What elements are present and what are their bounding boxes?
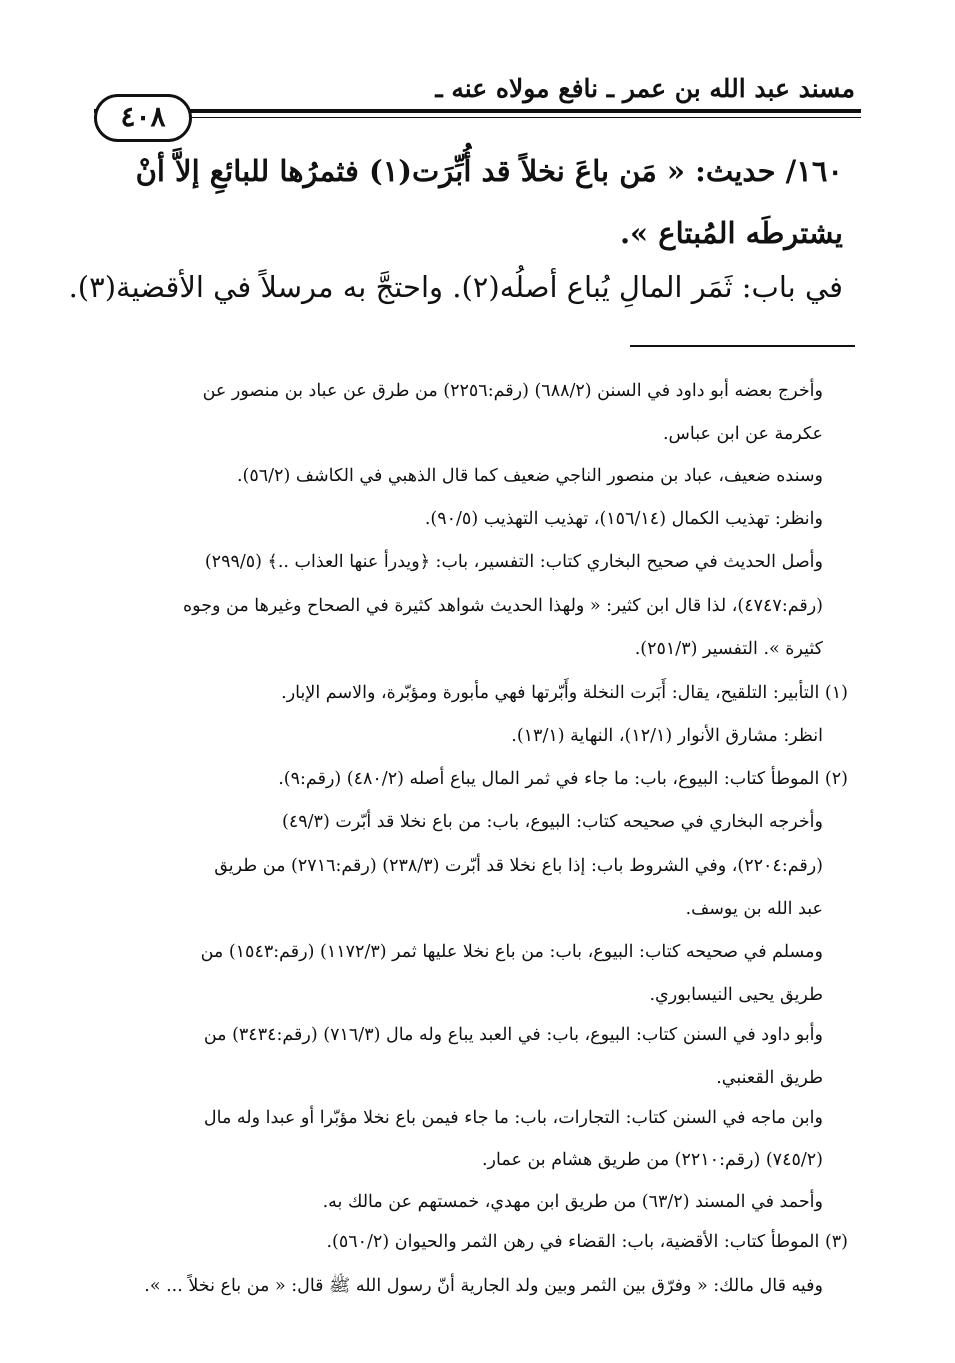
footnote-line: (رقم:٤٧٤٧)، لذا قال ابن كثير: « ولهذا الحديث شواهد كثيرة في الصحاح وغيرها من وجوه — [183, 596, 823, 616]
footnote-line: وابن ماجه في السنن كتاب: التجارات، باب: ما جاء فيمن باع نخلا مؤبّرا أو عبدا وله مال — [203, 1108, 823, 1128]
running-title: مسند عبد الله بن عمر ـ نافع مولاه عنه ـ — [435, 74, 855, 103]
hadith-heading — [103, 154, 843, 188]
footnote-line: طريق القعنبي. — [716, 1068, 823, 1088]
footnote-line: (٧٤٥/٢) (رقم:٢٢١٠) من طريق هشام بن عمار. — [481, 1150, 823, 1170]
footnote-line: وانظر: تهذيب الكمال (١٥٦/١٤)، تهذيب التهذيب (٩٠/٥). — [424, 509, 823, 529]
footnote-line: انظر: مشارق الأنوار (١٢/١)، النهاية (١٣/١). — [511, 726, 823, 746]
hadith-text-line1: « مَن باعَ نخلاً قد أُبِّرَت(١) فثمرُها للبائعِ إلاَّ أنْ — [135, 154, 686, 188]
footnote-separator — [630, 345, 855, 347]
hadith-text-line2: يشترطَه المُبتاع ». — [619, 216, 843, 250]
footnote-line: عبد الله بن يوسف. — [685, 899, 823, 919]
footnote-line: وأحمد في المسند (٦٣/٢) من طريق ابن مهدي، خمستهم عن مالك به. — [322, 1192, 823, 1212]
page-number: ٤٠٨ — [94, 94, 192, 142]
footnote-line: (رقم:٢٢٠٤)، وفي الشروط باب: إذا باع نخلا قد أبّرت (٢٣٨/٣) (رقم:٢٧١٦) من طريق — [214, 856, 823, 876]
footnote-line: ومسلم في صحيحه كتاب: البيوع، باب: من باع نخلا عليها ثمر (١١٧٢/٣) (رقم:١٥٤٣) من — [200, 942, 823, 962]
header-rule-thin — [94, 117, 861, 118]
footnote-line: وأبو داود في السنن كتاب: البيوع، باب: في العبد يباع وله مال (٧١٦/٣) (رقم:٣٤٣٤) من — [203, 1025, 823, 1045]
header-rule-thick — [94, 109, 861, 113]
footnote-line: وفيه قال مالك: « وفرّق بين الثمر وبين ولد الجارية أنّ رسول الله ﷺ قال: « من باع نخلاً ... ». — [144, 1276, 823, 1296]
hadith-number: ١٦٠/ — [785, 154, 843, 188]
chapter-line: في باب: ثَمَر المالِ يُباع أصلُه(٢). واحتجَّ به مرسلاً في الأقضية(٣). — [68, 270, 843, 304]
footnote-line: عكرمة عن ابن عباس. — [662, 424, 823, 444]
footnote-line: وأخرج بعضه أبو داود في السنن (٦٨٨/٢) (رقم:٢٢٥٦) من طرق عن عباد بن منصور عن — [202, 381, 823, 401]
footnote-line: (٢) الموطأ كتاب: البيوع، باب: ما جاء في ثمر المال يباع أصله (٤٨٠/٢) (رقم:٩). — [278, 769, 848, 789]
footnote-line: كثيرة ». التفسير (٢٥١/٣). — [634, 639, 823, 659]
footnote-line: (٣) الموطأ كتاب: الأقضية، باب: القضاء في رهن الثمر والحيوان (٥٦٠/٢). — [326, 1232, 848, 1252]
footnote-line: وأخرجه البخاري في صحيحه كتاب: البيوع، باب: من باع نخلا قد أبّرت (٤٩/٣) — [282, 812, 823, 832]
footnote-line: وأصل الحديث في صحيح البخاري كتاب: التفسير، باب: ﴿ويدرأ عنها العذاب ..﴾ (٢٩٩/٥) — [204, 552, 823, 572]
footnote-line: طريق يحيى النيسابوري. — [649, 985, 823, 1005]
footnote-line: (١) التأبير: التلقيح، يقال: أَبَرت النخلة وأَبّرتها فهي مأبورة ومؤبّرة، والاسم الإبار. — [281, 683, 848, 703]
footnote-line: وسنده ضعيف، عباد بن منصور الناجي ضعيف كما قال الذهبي في الكاشف (٥٦/٢). — [236, 466, 823, 486]
hadith-label: حديث: — [695, 154, 776, 188]
